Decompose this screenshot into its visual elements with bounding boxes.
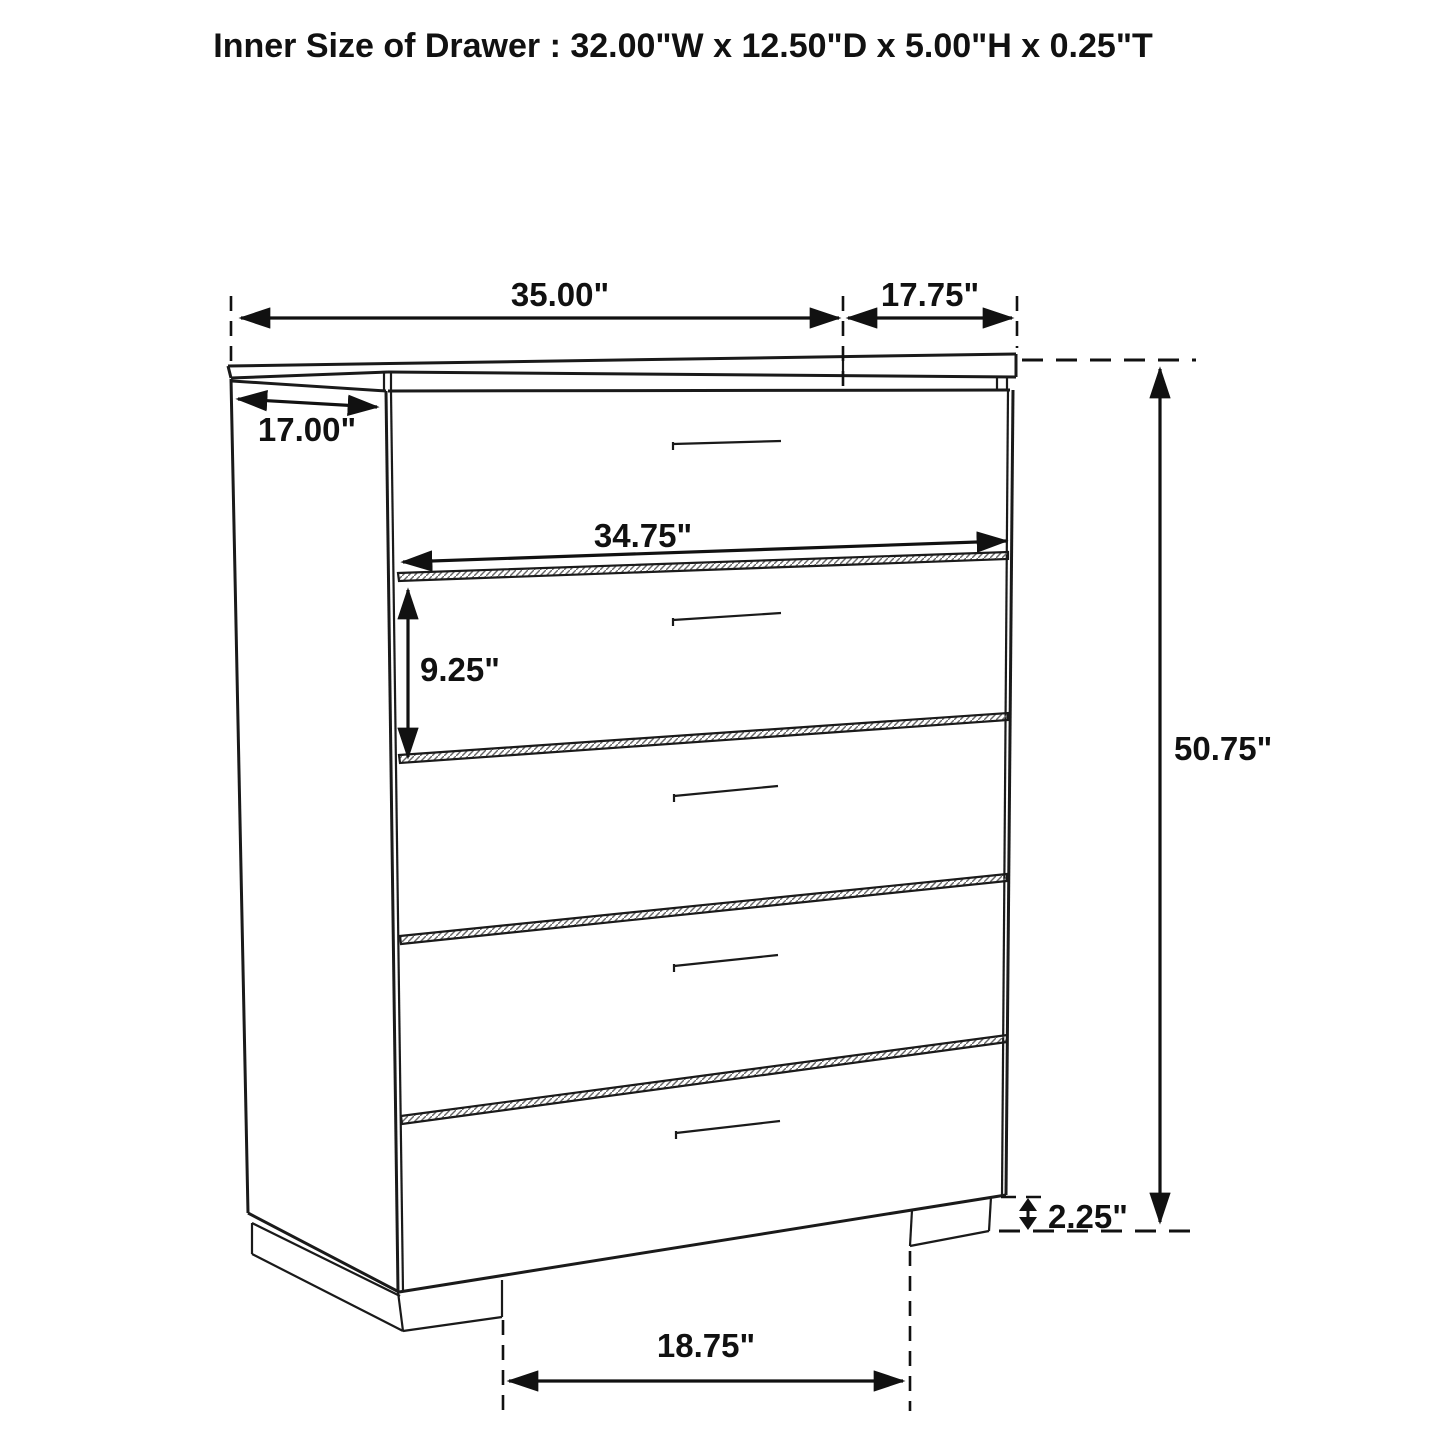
dimension-label-drawer-height: 9.25" [420,651,500,688]
dimension-label-overall-height: 50.75" [1174,730,1273,767]
dimension-label-top-width: 35.00" [510,276,610,313]
dimension-label-top-side-depth: 17.75" [880,276,980,313]
chest-front-face [386,390,1013,1292]
dimension-label-base-height: 2.25" [1048,1198,1128,1235]
dimension-label-left-side-depth: 17.00" [257,411,357,448]
dimension-label-leg-spacing: 18.75" [656,1327,756,1364]
dimension-label-drawer-width: 34.75" [593,517,693,554]
diagram-title: Inner Size of Drawer : 32.00"W x 12.50"D x 5.00"H x 0.25"T [213,27,1153,65]
